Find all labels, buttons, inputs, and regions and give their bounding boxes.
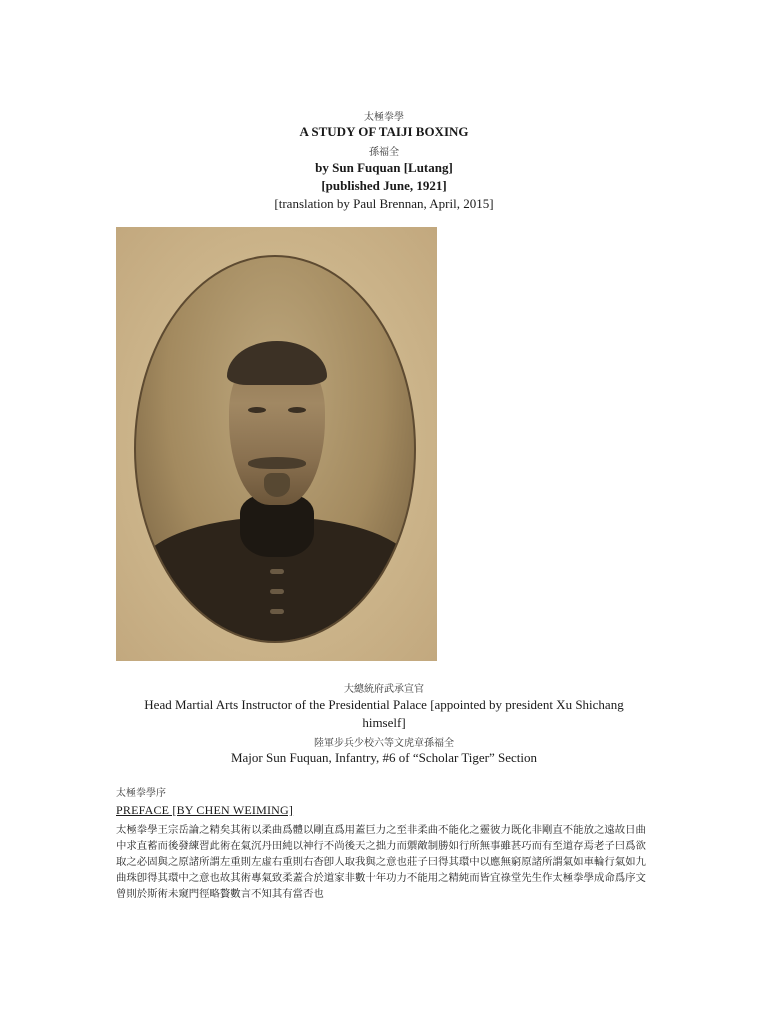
portrait-right-eye	[288, 407, 306, 413]
chinese-author: 孫福全	[369, 147, 399, 158]
author-line: by Sun Fuquan [Lutang]	[315, 160, 453, 175]
portrait-beard	[264, 473, 290, 497]
portrait-mustache	[248, 457, 306, 469]
published-line: [published June, 1921]	[321, 178, 447, 193]
caption-english-1a: Head Martial Arts Instructor of the Presidential Palace [appointed by president Xu Shichang	[144, 697, 624, 712]
caption-chinese-1: 大總統府武承宣官	[344, 684, 424, 695]
translation-line: [translation by Paul Brennan, April, 2015]	[274, 196, 494, 211]
preface-chinese-heading: 太極拳學序	[116, 788, 166, 799]
caption-english-1b: himself]	[362, 715, 406, 730]
preface-english-heading: PREFACE [BY CHEN WEIMING]	[116, 803, 294, 817]
robe-button-1	[270, 569, 284, 574]
preface-section	[116, 784, 656, 902]
chinese-title: 太極拳學	[364, 112, 404, 123]
robe-button-3	[270, 609, 284, 614]
caption-english-2: Major Sun Fuquan, Infantry, #6 of “Scholar Tiger” Section	[230, 750, 538, 765]
english-title: A STUDY OF TAIJI BOXING	[299, 124, 469, 139]
caption-chinese-2: 陸軍步兵少校六等文虎章孫福全	[314, 738, 454, 749]
preface-chinese-text: 太極拳學王宗岳論之精矣其術以柔曲爲體以剛直爲用蓋巨力之至非柔曲不能化之靈彼力既化非剛直不能放之遠故日曲中求直蓄而後發練習此術在氣沉丹田純以神行不尚後天之拙力而禦敵制勝如行所無事雖甚巧而有至道存焉老子曰爲欲取之必固與之原諸所謂左重則左虛右重則右杳卽人取我與之意也莊子曰得其環中以應無窮原諸所謂氣如車輪行氣如九曲珠卽得其環中之意也故其術專氣致柔蓋合於道家非數十年功力不能用之精純而皆宜祿堂先生作太極拳學成命爲序文曾則於斯術未窺門徑略贅數言不知其有當否也	[116, 824, 646, 900]
portrait-oval-frame	[134, 255, 416, 643]
robe-button-2	[270, 589, 284, 594]
portrait-left-eye	[248, 407, 266, 413]
portrait-hair	[227, 341, 327, 385]
portrait-photo	[116, 227, 437, 661]
